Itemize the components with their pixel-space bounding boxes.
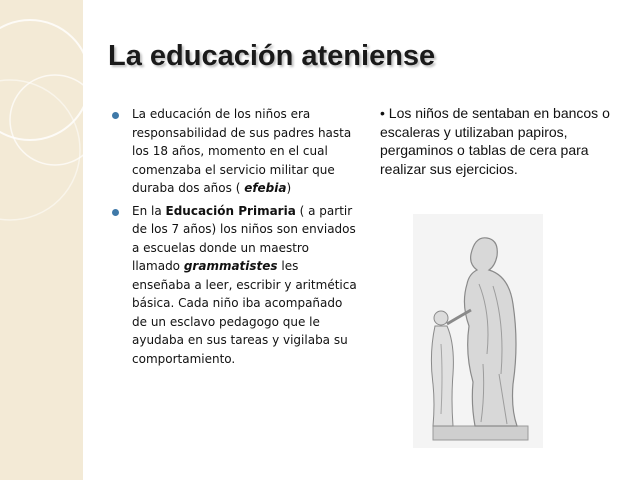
term-educacion-primaria: Educación Primaria [165,203,296,218]
decorative-circles [0,0,83,480]
term-grammatistes: grammatistes [183,259,278,273]
bullet-text: ) [286,181,292,195]
caption-text: • Los niños de sentaban en bancos o escaleras y utilizaban papiros, pergaminos o tablas de cera para realizar sus ejercicios. [380,105,610,177]
decorative-sidebar [0,0,83,480]
bullet-item [112,202,357,369]
bullet-text: En la [132,203,166,218]
bullet-icon [112,209,119,216]
slide-title: La educación ateniense [108,40,436,72]
bullet-item [112,105,357,198]
bullet-text: ( a partir de los 7 años) los niños son enviados a escuelas donde un maestro llamado [132,203,356,273]
bullet-text: La educación de los niños era responsabilidad de sus padres hasta los 18 años, momento en el cual comenzaba el servicio militar que duraba dos años ( [132,107,352,195]
term-efebia: efebia [244,181,287,195]
statue-image [413,214,543,448]
bullet-list [112,105,357,372]
statue-illustration [413,214,543,448]
bullet-text: les enseñaba a leer, escribir y aritmética básica. Cada niño iba acompañado de un esclavo pedagogo que le ayudaba en sus tareas y vigilaba su comportamiento. [132,259,357,366]
bullet-icon [112,112,119,119]
